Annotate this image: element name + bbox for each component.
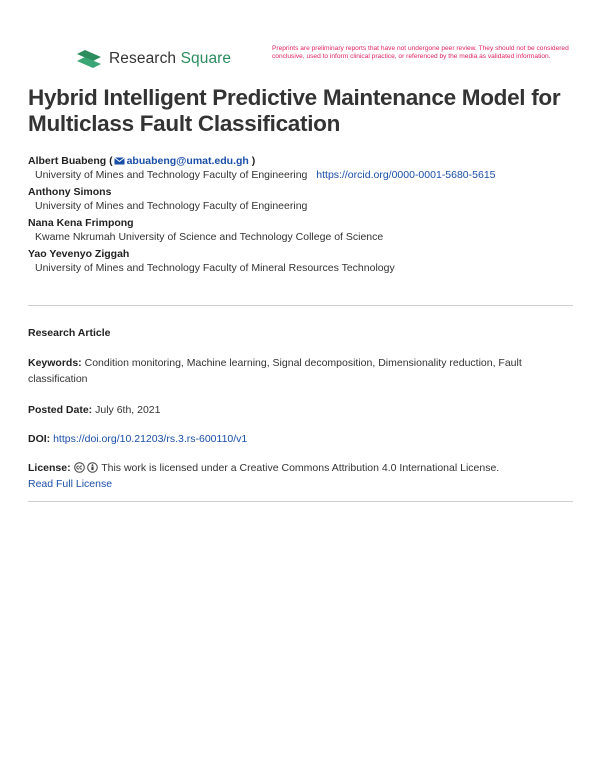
license-label: License:	[28, 462, 71, 474]
research-square-logo[interactable]	[75, 48, 231, 70]
author-name: Anthony Simons	[28, 186, 112, 198]
doi-label: DOI:	[28, 433, 51, 445]
author-email-link[interactable]: abuabeng@umat.edu.gh	[126, 155, 249, 167]
author-affiliation: University of Mines and Technology Faculty of Engineering	[35, 200, 308, 212]
author-entry	[28, 185, 578, 213]
author-name: Nana Kena Frimpong	[28, 217, 134, 229]
research-square-logo-icon	[75, 48, 103, 70]
author-affiliation: University of Mines and Technology Faculty of Mineral Resources Technology	[35, 262, 395, 274]
keywords	[28, 355, 578, 387]
logo-text: Research Square	[109, 50, 232, 67]
author-affiliation: University of Mines and Technology Faculty of Engineering https://orcid.org/0000-0001-5680-5615	[35, 169, 496, 181]
by-icon	[87, 462, 98, 473]
author-entry	[28, 154, 578, 182]
keywords-value: Condition monitoring, Machine learning, Signal decomposition, Dimensionality reduction, Fault classification	[28, 357, 522, 385]
posted-date	[28, 402, 578, 418]
author-name: Yao Yevenyo Ziggah	[28, 248, 130, 260]
author-name: Albert Buabeng ( abuabeng@umat.edu.gh )	[28, 155, 256, 167]
author-list	[28, 154, 578, 278]
read-full-license-link[interactable]: Read Full License	[28, 478, 113, 490]
license-text: This work is licensed under a Creative Commons Attribution 4.0 International License.	[101, 462, 500, 474]
doi-link[interactable]: https://doi.org/10.21203/rs.3.rs-600110/v1	[53, 433, 248, 445]
keywords-label: Keywords:	[28, 357, 82, 369]
page-title: Hybrid Intelligent Predictive Maintenance Model for Multiclass Fault Classification	[28, 85, 561, 136]
article-type: Research Article	[28, 327, 111, 339]
envelope-icon	[114, 157, 125, 165]
orcid-link[interactable]: https://orcid.org/0000-0001-5680-5615	[316, 169, 496, 181]
author-entry	[28, 247, 578, 275]
author-affiliation: Kwame Nkrumah University of Science and Technology College of Science	[35, 231, 384, 243]
cc-icon	[74, 462, 85, 473]
section-divider	[28, 501, 573, 502]
preprint-disclaimer: Preprints are preliminary reports that have not undergone peer review. They should not be considered conclusive, used to inform clinical practice, or referenced by the media as validated information.	[272, 45, 569, 60]
section-divider	[28, 305, 573, 306]
posted-date-label: Posted Date:	[28, 404, 93, 416]
doi	[28, 431, 578, 447]
posted-date-value: July 6th, 2021	[95, 404, 161, 416]
author-entry	[28, 216, 578, 244]
license	[28, 460, 578, 492]
